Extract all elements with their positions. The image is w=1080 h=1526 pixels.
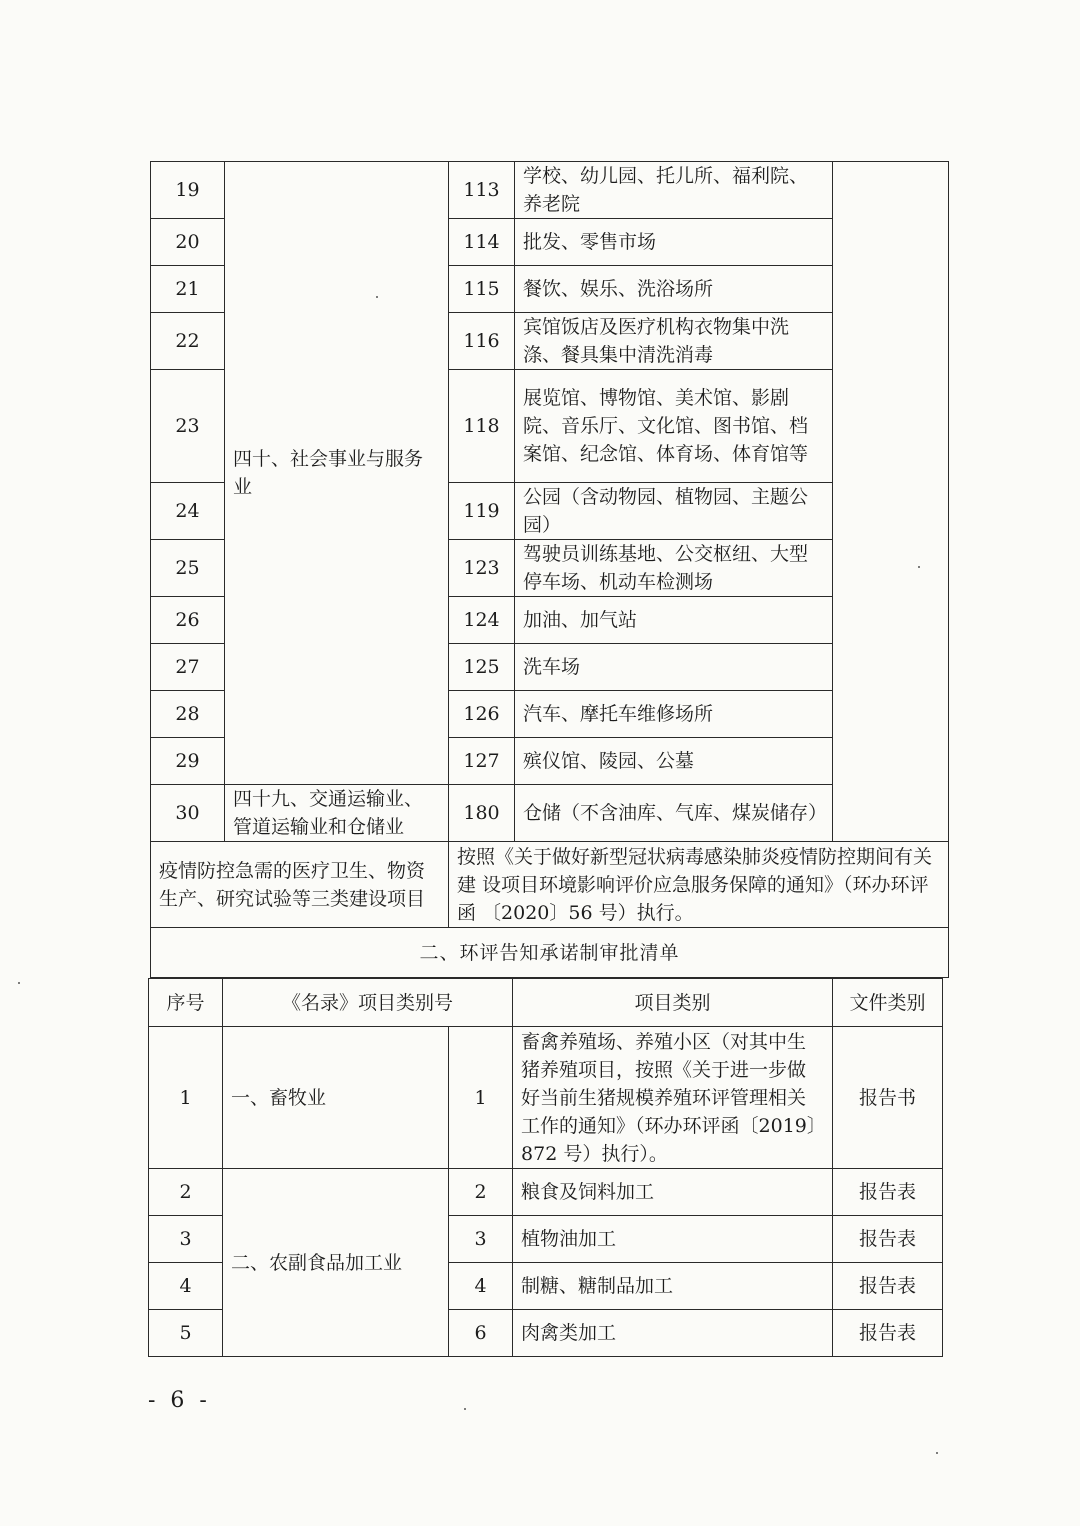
- header-doc-type: 文件类别: [833, 979, 943, 1027]
- code-cell: 1: [449, 1027, 513, 1169]
- code-cell: 123: [449, 540, 515, 597]
- header-category: 项目类别: [513, 979, 833, 1027]
- code-cell: 3: [449, 1216, 513, 1263]
- item-cell: 餐饮、娱乐、洗浴场所: [515, 266, 833, 313]
- category-cell: 四十九、交通运输业、管道运输业和仓储业: [225, 785, 449, 842]
- item-cell: 仓储（不含油库、气库、煤炭储存）: [515, 785, 833, 842]
- code-cell: 180: [449, 785, 515, 842]
- item-cell: 畜禽养殖场、养殖小区（对其中生猪养殖项目，按照《关于进一步做好当前生猪规模养殖环评管理相关工作的通知》（环办环评函〔2019〕872 号）执行）。: [513, 1027, 833, 1169]
- table-row: [151, 785, 949, 842]
- scan-speck: [18, 982, 20, 984]
- table-row: [151, 842, 949, 928]
- code-cell: 116: [449, 313, 515, 370]
- code-cell: 125: [449, 644, 515, 691]
- page-number: - 6 -: [148, 1388, 211, 1413]
- seq-cell: 20: [151, 219, 225, 266]
- table-row: [149, 1169, 943, 1216]
- item-cell: 批发、零售市场: [515, 219, 833, 266]
- code-cell: 113: [449, 162, 515, 219]
- item-cell: 宾馆饭店及医疗机构衣物集中洗涤、餐具集中清洗消毒: [515, 313, 833, 370]
- seq-cell: 4: [149, 1263, 223, 1310]
- epidemic-rule-cell: 按照《关于做好新型冠状病毒感染肺炎疫情防控期间有关建 设项目环境影响评价应急服务保障的通知》（环办环评函 〔2020〕56 号）执行。: [449, 842, 949, 928]
- item-cell: 汽车、摩托车维修场所: [515, 691, 833, 738]
- item-cell: 肉禽类加工: [513, 1310, 833, 1357]
- seq-cell: 27: [151, 644, 225, 691]
- scan-speck: [936, 1452, 938, 1454]
- code-cell: 118: [449, 370, 515, 483]
- seq-cell: 19: [151, 162, 225, 219]
- item-cell: 学校、幼儿园、托儿所、福利院、养老院: [515, 162, 833, 219]
- code-cell: 2: [449, 1169, 513, 1216]
- upper-table: [150, 161, 949, 978]
- seq-cell: 26: [151, 597, 225, 644]
- table-row: [149, 1027, 943, 1169]
- item-cell: 公园（含动物园、植物园、主题公园）: [515, 483, 833, 540]
- seq-cell: 30: [151, 785, 225, 842]
- item-cell: 加油、加气站: [515, 597, 833, 644]
- item-cell: 制糖、糖制品加工: [513, 1263, 833, 1310]
- code-cell: 115: [449, 266, 515, 313]
- group-cell: 二、农副食品加工业: [223, 1169, 449, 1357]
- code-cell: 4: [449, 1263, 513, 1310]
- code-cell: 126: [449, 691, 515, 738]
- header-row: [149, 979, 943, 1027]
- section-title: 二、环评告知承诺制审批清单: [151, 928, 949, 978]
- seq-cell: 25: [151, 540, 225, 597]
- code-cell: 124: [449, 597, 515, 644]
- header-seq: 序号: [149, 979, 223, 1027]
- seq-cell: 1: [149, 1027, 223, 1169]
- item-cell: 驾驶员训练基地、公交枢纽、大型停车场、机动车检测场: [515, 540, 833, 597]
- seq-cell: 29: [151, 738, 225, 785]
- item-cell: 殡仪馆、陵园、公墓: [515, 738, 833, 785]
- seq-cell: 22: [151, 313, 225, 370]
- item-cell: 展览馆、博物馆、美术馆、影剧院、音乐厅、文化馆、图书馆、档案馆、纪念馆、体育场、体育馆等: [515, 370, 833, 483]
- doc-type-cell: 报告表: [833, 1310, 943, 1357]
- doc-type-cell: 报告书: [833, 1027, 943, 1169]
- item-cell: 洗车场: [515, 644, 833, 691]
- group-cell: 一、畜牧业: [223, 1027, 449, 1169]
- code-cell: 127: [449, 738, 515, 785]
- approval-list-table: [148, 978, 943, 1357]
- header-directory-code: 《名录》项目类别号: [223, 979, 513, 1027]
- code-cell: 6: [449, 1310, 513, 1357]
- table-row: [151, 162, 949, 219]
- seq-cell: 5: [149, 1310, 223, 1357]
- epidemic-category-cell: 疫情防控急需的医疗卫生、物资 生产、研究试验等三类建设项目: [151, 842, 449, 928]
- doc-type-cell: 报告表: [833, 1169, 943, 1216]
- seq-cell: 28: [151, 691, 225, 738]
- scan-speck: [464, 1408, 466, 1410]
- seq-cell: 23: [151, 370, 225, 483]
- code-cell: 119: [449, 483, 515, 540]
- doc-type-cell: 报告表: [833, 1216, 943, 1263]
- seq-cell: 3: [149, 1216, 223, 1263]
- blank-cell: [833, 162, 949, 842]
- seq-cell: 21: [151, 266, 225, 313]
- item-cell: 植物油加工: [513, 1216, 833, 1263]
- code-cell: 114: [449, 219, 515, 266]
- doc-type-cell: 报告表: [833, 1263, 943, 1310]
- seq-cell: 2: [149, 1169, 223, 1216]
- item-cell: 粮食及饲料加工: [513, 1169, 833, 1216]
- category-cell: 四十、社会事业与服务业: [225, 162, 449, 785]
- scan-speck: [376, 296, 378, 298]
- scan-speck: [918, 566, 920, 568]
- table-row: [151, 928, 949, 978]
- seq-cell: 24: [151, 483, 225, 540]
